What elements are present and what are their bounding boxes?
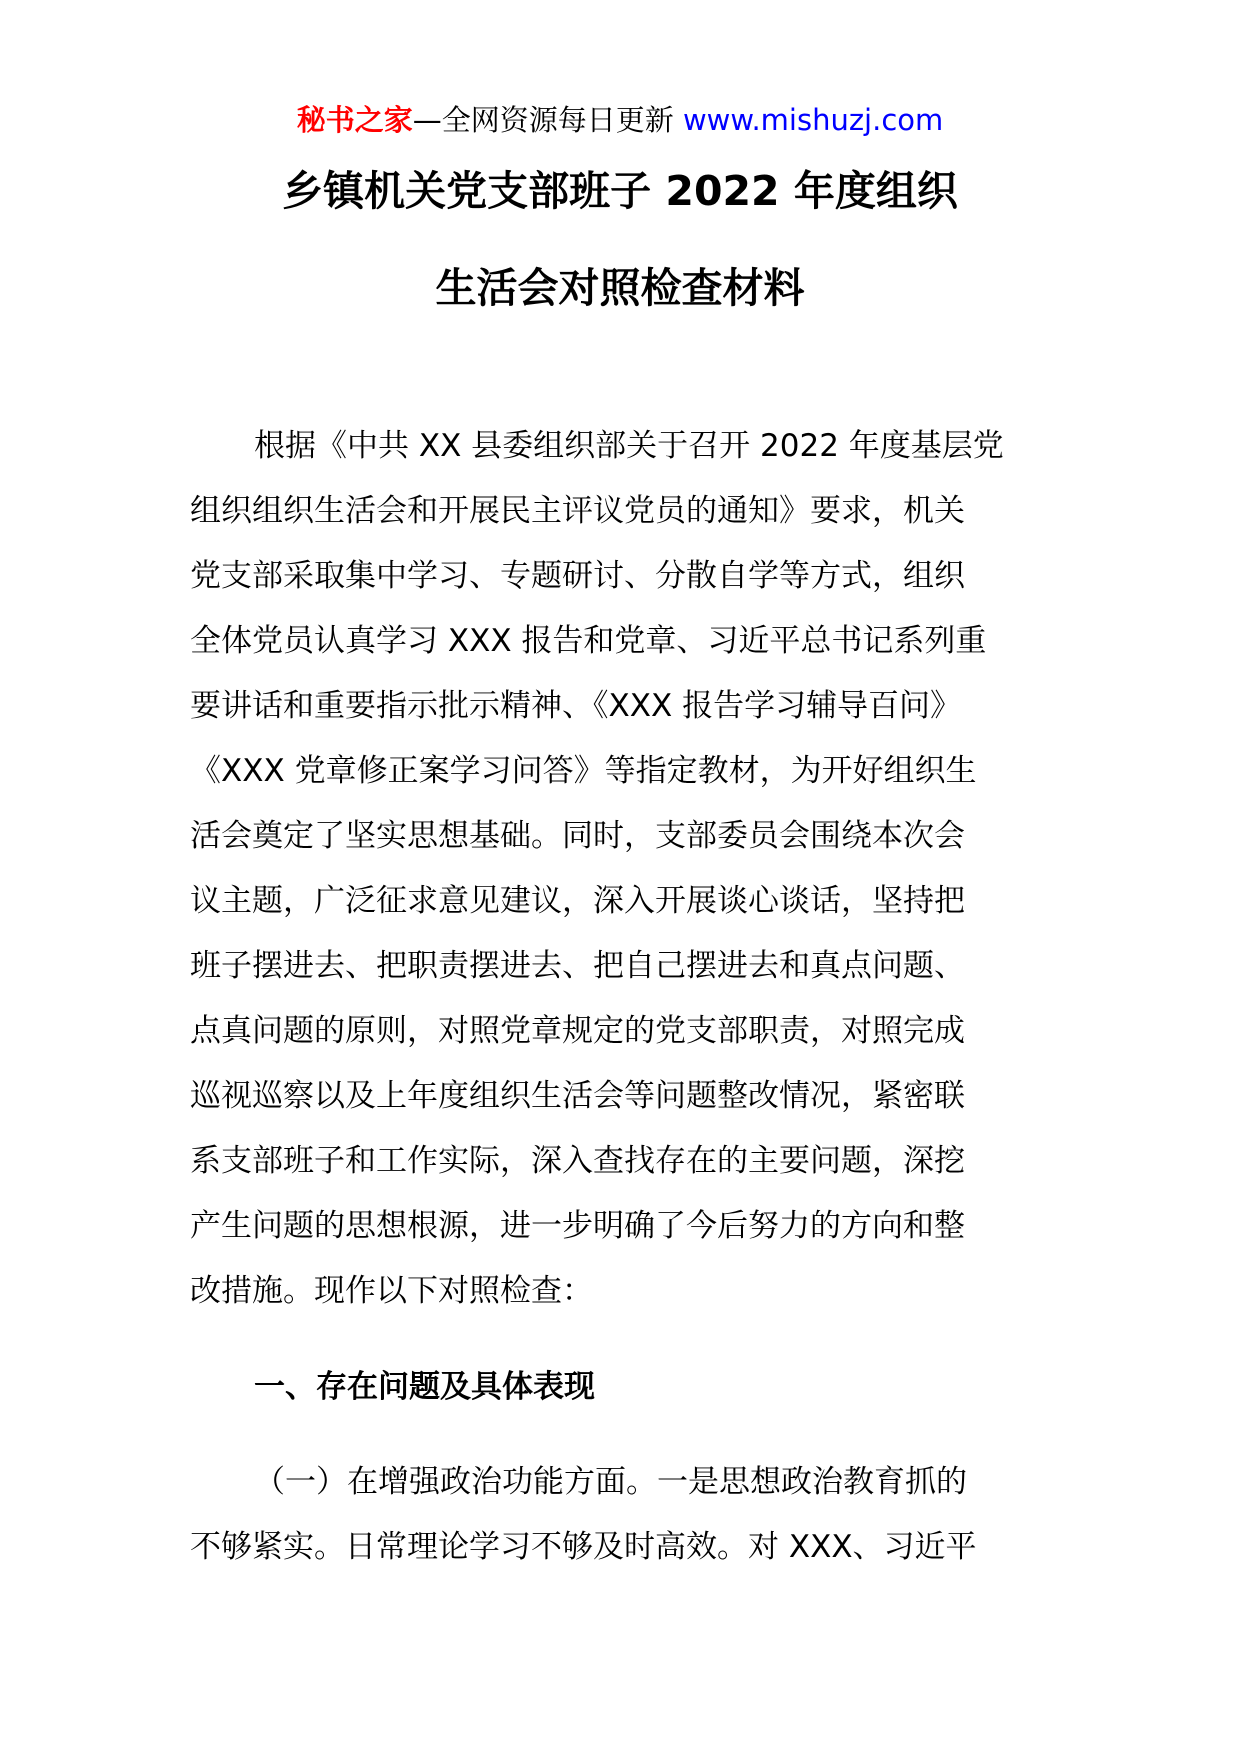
- section-heading: 一、存在问题及具体表现: [254, 1369, 595, 1405]
- paragraph-line: 要讲话和重要指示批示精神、《XXX 报告学习辅导百问》: [190, 688, 962, 724]
- paragraph-line: 党支部采取集中学习、专题研讨、分散自学等方式，组织: [190, 558, 965, 594]
- document-title-line-2: 生活会对照检查材料: [435, 264, 805, 312]
- paragraph-line: 班子摆进去、把职责摆进去、把自己摆进去和真点问题、: [190, 948, 965, 984]
- intro-paragraph: [190, 414, 1070, 1324]
- paragraph-line: 改措施。现作以下对照检查：: [190, 1273, 593, 1309]
- brand-name: 秘书之家: [296, 103, 413, 137]
- site-url-link[interactable]: www.mishuzj.com: [682, 103, 944, 137]
- site-header: [0, 100, 1240, 140]
- paragraph-line: 巡视巡察以及上年度组织生活会等问题整改情况，紧密联: [190, 1078, 965, 1114]
- paragraph-line: 产生问题的思想根源，进一步明确了今后努力的方向和整: [190, 1208, 965, 1244]
- paragraph-line: 点真问题的原则，对照党章规定的党支部职责，对照完成: [190, 1013, 965, 1049]
- paragraph-line: 《XXX 党章修正案学习问答》等指定教材，为开好组织生: [190, 753, 977, 789]
- paragraph-line: 不够紧实。日常理论学习不够及时高效。对 XXX、习近平: [190, 1529, 977, 1565]
- paragraph-line: 全体党员认真学习 XXX 报告和党章、习近平总书记系列重: [190, 623, 987, 659]
- paragraph-line: 议主题，广泛征求意见建议，深入开展谈心谈话，坚持把: [190, 883, 965, 919]
- paragraph-line: （一）在增强政治功能方面。一是思想政治教育抓的: [254, 1464, 967, 1500]
- paragraph-line: 根据《中共 XX 县委组织部关于召开 2022 年度基层党: [254, 428, 1004, 464]
- paragraph-line: 系支部班子和工作实际，深入查找存在的主要问题，深挖: [190, 1143, 965, 1179]
- paragraph-line: 组织组织生活会和开展民主评议党员的通知》要求，机关: [190, 493, 965, 529]
- header-tagline: —全网资源每日更新: [412, 103, 674, 137]
- document-title-line-1: 乡镇机关党支部班子 2022 年度组织: [282, 167, 958, 215]
- paragraph-line: 活会奠定了坚实思想基础。同时，支部委员会围绕本次会: [190, 818, 965, 854]
- section-paragraph: [190, 1450, 1070, 1580]
